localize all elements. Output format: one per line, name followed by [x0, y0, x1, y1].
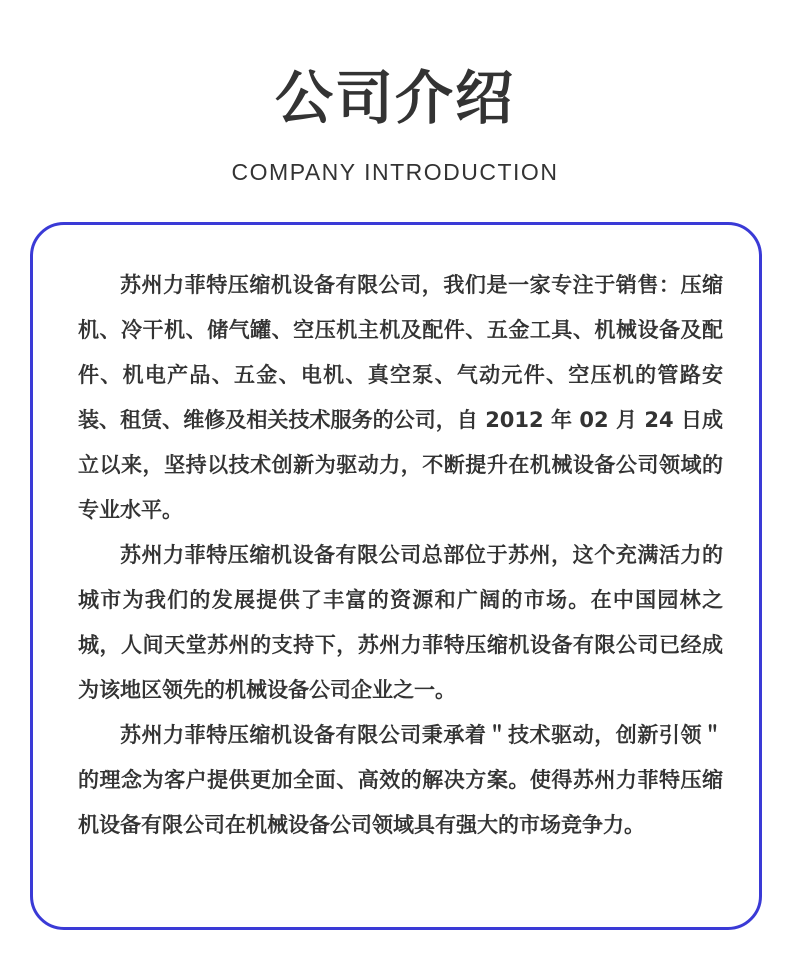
- page-subtitle: COMPANY INTRODUCTION: [231, 159, 559, 185]
- page-title: 公司介绍: [274, 64, 515, 132]
- intro-content: [78, 263, 723, 848]
- intro-paragraph-2: 苏州力菲特压缩机设备有限公司总部位于苏州，这个充满活力的城市为我们的发展提供了丰富的资源和广阔的市场。在中国园林之城，人间天堂苏州的支持下，苏州力菲特压缩机设备有限公司已经成为该地区领先的机械设备公司企业之一。: [78, 543, 723, 702]
- intro-paragraph-3: 苏州力菲特压缩机设备有限公司秉承着＂技术驱动，创新引领＂的理念为客户提供更加全面、高效的解决方案。使得苏州力菲特压缩机设备有限公司在机械设备公司领域具有强大的市场竞争力。: [78, 723, 723, 837]
- intro-card: [30, 222, 762, 930]
- intro-paragraph-1: 苏州力菲特压缩机设备有限公司，我们是一家专注于销售：压缩机、冷干机、储气罐、空压机主机及配件、五金工具、机械设备及配件、机电产品、五金、电机、真空泵、气动元件、空压机的管路安装、租赁、维修及相关技术服务的公司，自 2012 年 02 月 24 日成立以来，坚持以技术创新为驱动力，不断提升在机械设备公司领域的专业水平。: [78, 273, 723, 522]
